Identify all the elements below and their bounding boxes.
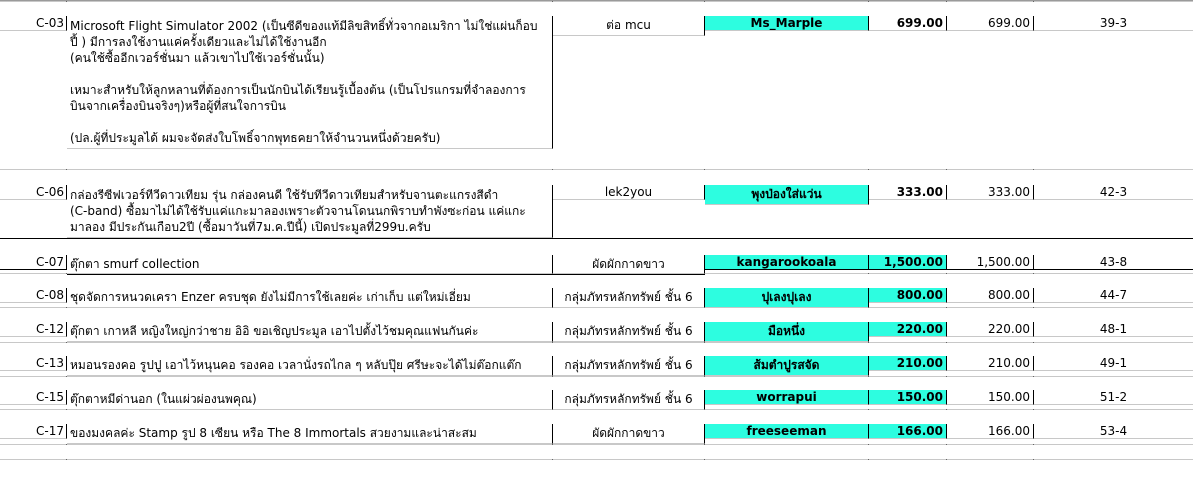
desc-line: ปี้ ) มีการลงใช้งานแค่ครั้งเดียวและไม่ได้ใช้งานอีก	[70, 35, 327, 49]
table-row[interactable]	[0, 356, 1193, 376]
item-description[interactable]: ชุดจัดการหนวดเครา Enzer ครบชุด ยังไม่มีการใช้เลยค่ะ เก่าเก็บ แต่ใหม่เอี่ยม	[67, 288, 553, 308]
item-description[interactable]	[67, 16, 553, 149]
item-code[interactable]: C-15	[0, 390, 67, 405]
winner[interactable]: freeseeman	[705, 424, 869, 439]
amount[interactable]: 1,500.00	[947, 255, 1034, 270]
winner[interactable]: ส้มตำปูรสจัด	[705, 356, 869, 376]
reference[interactable]: 51-2	[1034, 390, 1193, 405]
item-code[interactable]: C-03	[0, 16, 67, 31]
winner[interactable]: ปุเลงปุเลง	[705, 288, 869, 308]
item-code[interactable]: C-13	[0, 356, 67, 371]
table-row[interactable]	[0, 288, 1193, 307]
desc-line: (ปล.ผู้ที่ประมูลได้ ผมจะจัดส่งใบโพธิ์จากพุทธคยาให้จำนวนหนึ่งด้วยครับ)	[70, 131, 441, 145]
table-row[interactable]	[0, 16, 1193, 169]
winner[interactable]: มือหนึ่ง	[705, 322, 869, 342]
reference[interactable]: 43-8	[1034, 255, 1193, 270]
reference[interactable]: 49-1	[1034, 356, 1193, 371]
item-code[interactable]: C-17	[0, 424, 67, 439]
donor[interactable]: ต่อ mcu	[553, 16, 705, 36]
price[interactable]: 1,500.00	[869, 255, 947, 270]
donor[interactable]: กลุ่มภัทรหลักทรัพย์ ชั้น 6	[553, 288, 705, 308]
table-row[interactable]	[0, 322, 1193, 342]
table-row[interactable]	[0, 424, 1193, 444]
price[interactable]: 699.00	[869, 16, 947, 31]
desc-line: กล่องรีซีฟเวอร์ทีวีดาวเทียม รุ่น กล่องคนดี ใช้รับทีวีดาวเทียมสำหรับจานตะแกรงสีดำ	[70, 188, 499, 202]
item-code[interactable]: C-06	[0, 185, 67, 200]
spacer-row	[0, 444, 1193, 459]
spacer-row	[0, 307, 1193, 322]
table-row[interactable]	[0, 185, 1193, 238]
desc-line: มาลอง มีประกันเกือบ2ปี (ซื้อมาวันที่7ม.ค.ปีนี้) เปิดประมูลที่299บ.ครับ	[70, 220, 431, 234]
winner[interactable]: kangarookoala	[705, 255, 869, 270]
winner[interactable]: Ms_Marple	[705, 16, 869, 31]
winner[interactable]: พุงป่องใส่แว่น	[705, 185, 869, 205]
spacer-row	[0, 376, 1193, 390]
spacer-row	[0, 238, 1193, 255]
desc-line: บินจากเครื่องบินจริงๆ)หรือผู้ที่สนใจการบิน	[70, 99, 286, 113]
price[interactable]: 800.00	[869, 288, 947, 303]
amount[interactable]: 210.00	[947, 356, 1034, 371]
item-description[interactable]: หมอนรองคอ รูปปู เอาไว้หนุนคอ รองคอ เวลานั่งรถไกล ๆ หลับปุ๊ย ศรีษะจะได้ไม่ต๊อกแต๊ก	[67, 356, 553, 376]
reference[interactable]: 39-3	[1034, 16, 1193, 31]
item-code[interactable]: C-07	[0, 255, 67, 270]
spacer-row	[0, 273, 1193, 288]
reference[interactable]: 42-3	[1034, 185, 1193, 200]
item-description[interactable]: ตุ๊กตา smurf collection	[67, 255, 553, 275]
price[interactable]: 210.00	[869, 356, 947, 371]
amount[interactable]: 333.00	[947, 185, 1034, 200]
price[interactable]: 220.00	[869, 322, 947, 337]
reference[interactable]: 53-4	[1034, 424, 1193, 439]
spacer-row	[0, 1, 1193, 16]
amount[interactable]: 150.00	[947, 390, 1034, 405]
spacer-row	[0, 169, 1193, 185]
spacer-row	[0, 342, 1193, 356]
amount[interactable]: 220.00	[947, 322, 1034, 337]
price[interactable]: 150.00	[869, 390, 947, 405]
spacer-row	[0, 409, 1193, 424]
donor[interactable]: ผัดผักกาดขาว	[553, 424, 705, 444]
item-description[interactable]	[67, 185, 553, 238]
donor[interactable]: ผัดผักกาดขาว	[553, 255, 705, 275]
item-code[interactable]: C-12	[0, 322, 67, 337]
donor[interactable]: กลุ่มภัทรหลักทรัพย์ ชั้น 6	[553, 322, 705, 342]
reference[interactable]: 44-7	[1034, 288, 1193, 303]
desc-line: (คนใช้ซื้ออีกเวอร์ชั่นมา แล้วเขาไปใช้เวอร์ชั่นนั้น)	[70, 51, 325, 65]
donor[interactable]: lek2you	[553, 185, 705, 200]
table-row[interactable]	[0, 390, 1193, 409]
desc-line: Microsoft Flight Simulator 2002 (เป็นซีดีของแท้มีลิขสิทธิ์ทั่วจากอเมริกา ไม่ใช่แผ่นก็อบ	[70, 19, 538, 33]
price[interactable]: 333.00	[869, 185, 947, 200]
amount[interactable]: 699.00	[947, 16, 1034, 31]
desc-line: เหมาะสำหรับให้ลูกหลานที่ต้องการเป็นนักบินได้เรียนรู้เบื้องต้น (เป็นโปรแกรมที่จำลองการ	[70, 83, 526, 97]
item-description[interactable]: ของมงคลค่ะ Stamp รูป 8 เซียน หรือ The 8 Immortals สวยงามและน่าสะสม	[67, 424, 553, 444]
table-row[interactable]	[0, 255, 1193, 273]
amount[interactable]: 800.00	[947, 288, 1034, 303]
empty-row[interactable]	[0, 459, 1193, 477]
desc-line: (C-band) ซื้อมาไม่ได้ใช้รับแค่แกะมาลองเพราะตัวจานโดนนกพิราบทำพังซะก่อน แค่แกะ	[70, 204, 526, 218]
item-code[interactable]: C-08	[0, 288, 67, 303]
item-description[interactable]: ตุ๊กตา เกาหลี หญิงใหญ่กว่าชาย อิอิ ขอเชิญประมูล เอาไปตั้งไว้ชมคุณแฟนกันค่ะ	[67, 322, 553, 342]
amount[interactable]: 166.00	[947, 424, 1034, 439]
item-description[interactable]: ตุ๊กตาหมีด่านอก (ในแผ่วผ่องนพคุณ)	[67, 390, 553, 410]
reference[interactable]: 48-1	[1034, 322, 1193, 337]
donor[interactable]: กลุ่มภัทรหลักทรัพย์ ชั้น 6	[553, 356, 705, 376]
donor[interactable]: กลุ่มภัทรหลักทรัพย์ ชั้น 6	[553, 390, 705, 410]
price[interactable]: 166.00	[869, 424, 947, 439]
winner[interactable]: worrapui	[705, 390, 869, 405]
